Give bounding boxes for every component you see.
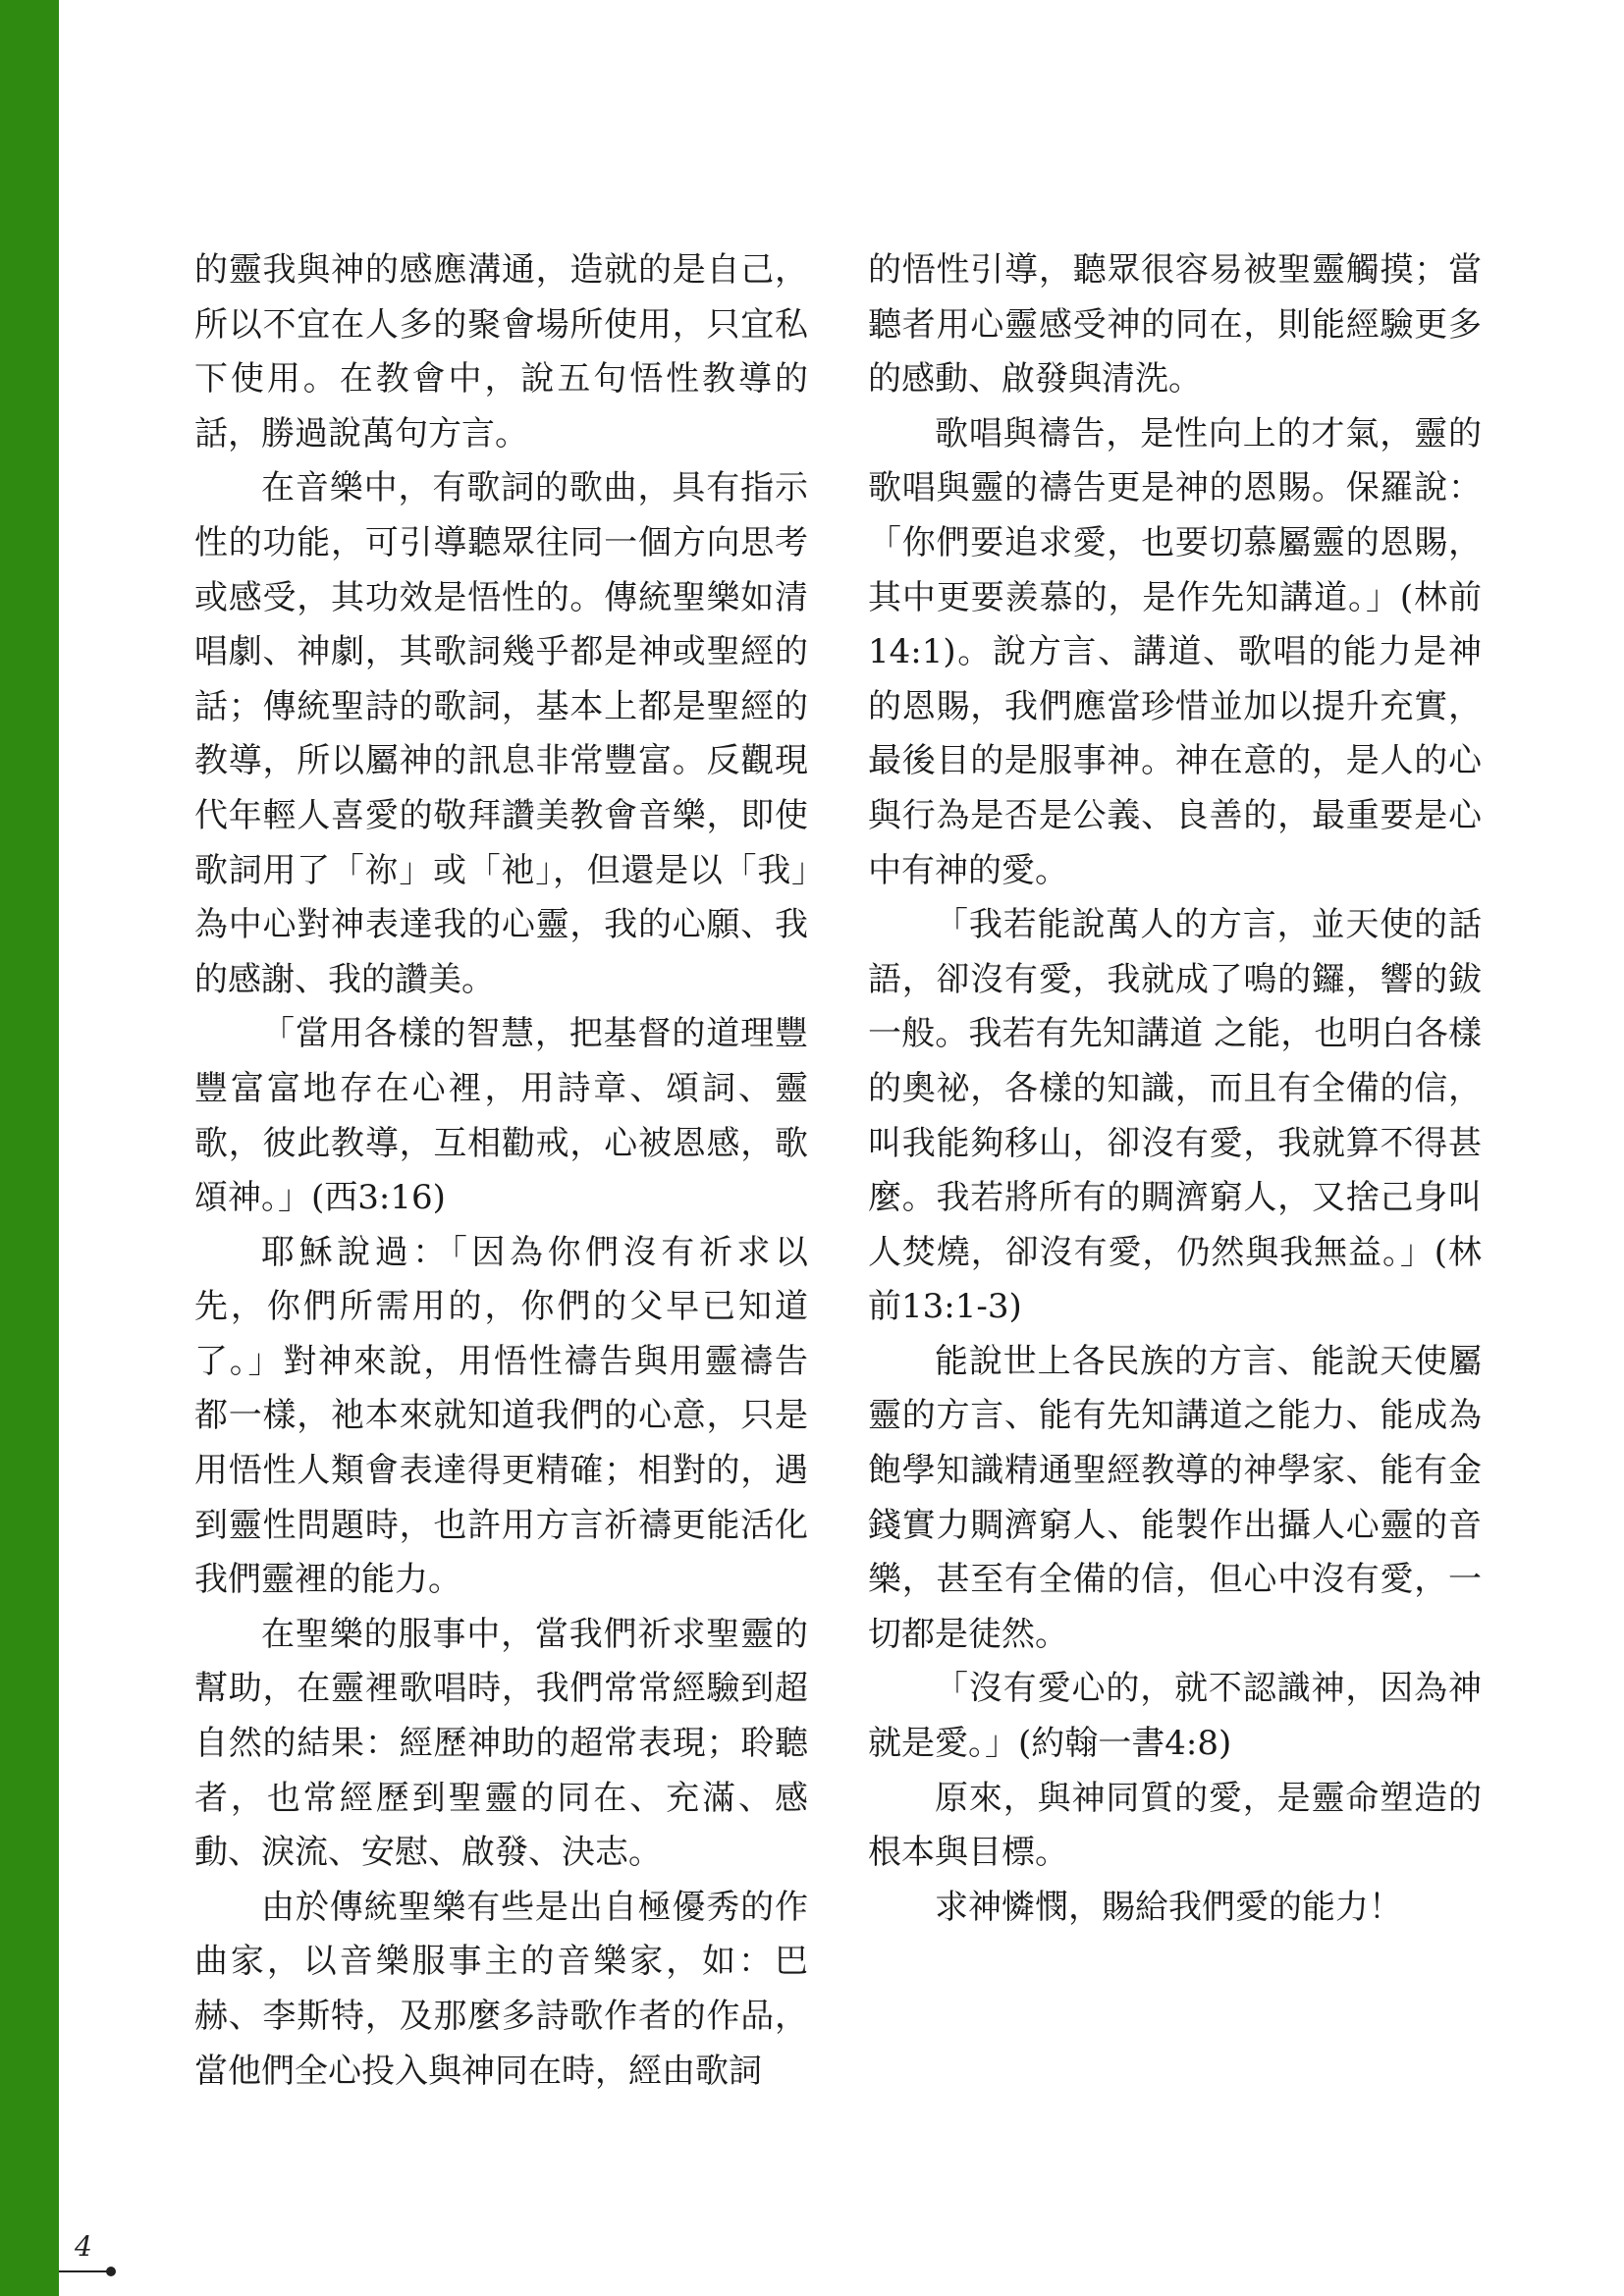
paragraph: 「我若能說萬人的方言，並天使的話語，卻沒有愛，我就成了鳴的鑼，響的鈸一般。我若有先知講道 之能，也明白各樣的奧祕，各樣的知識，而且有全備的信，叫我能夠移山，卻沒有愛，我就算不得甚麼。我若將所有的賙濟窮人，又捨己身叫人焚燒，卻沒有愛，仍然與我無益。」(林前13:1-3) <box>868 905 1482 1327</box>
left-text-column <box>194 243 808 2099</box>
paragraph: 的悟性引導，聽眾很容易被聖靈觸摸；當聽者用心靈感受神的同在，則能經驗更多的感動、啟發與清洗。 <box>868 250 1482 400</box>
paragraph: 歌唱與禱告，是性向上的才氣，靈的歌唱與靈的禱告更是神的恩賜。保羅說：「你們要追求愛，也要切慕屬靈的恩賜，其中更要羨慕的，是作先知講道。」(林前14:1)。說方言、講道、歌唱的能力是神的恩賜，我們應當珍惜並加以提升充實，最後目的是服事神。神在意的，是人的心與行為是否是公義、良善的，最重要是心中有神的愛。 <box>868 413 1482 890</box>
paragraph: 「沒有愛心的，就不認識神，因為神就是愛。」(約翰一書4:8) <box>868 1669 1482 1764</box>
paragraph: 原來，與神同質的愛，是靈命塑造的根本與目標。 <box>868 1778 1482 1873</box>
page-number-dot <box>106 2267 116 2276</box>
paragraph: 求神憐憫，賜給我們愛的能力！ <box>935 1887 1402 1927</box>
side-color-bar <box>0 0 59 2296</box>
paragraph: 的靈我與神的感應溝通，造就的是自己，所以不宜在人多的聚會場所使用，只宜私下使用。在教會中，說五句悟性教導的話，勝過說萬句方言。 <box>194 250 808 454</box>
page-number: 4 <box>75 2230 92 2263</box>
right-text-column <box>868 243 1482 1935</box>
paragraph: 耶穌說過：「因為你們沒有祈求以先，你們所需用的，你們的父早已知道了。」對神來說，用悟性禱告與用靈禱告都一樣，祂本來就知道我們的心意，只是用悟性人類會表達得更精確；相對的，遇到靈性問題時，也許用方言祈禱更能活化我們靈裡的能力。 <box>194 1232 808 1600</box>
paragraph: 在聖樂的服事中，當我們祈求聖靈的幫助，在靈裡歌唱時，我們常常經驗到超自然的結果：經歷神助的超常表現；聆聽者，也常經歷到聖靈的同在、充滿、感動、淚流、安慰、啟發、決志。 <box>194 1614 808 1873</box>
paragraph: 由於傳統聖樂有些是出自極優秀的作曲家，以音樂服事主的音樂家，如：巴赫、李斯特，及那麼多詩歌作者的作品，當他們全心投入與神同在時，經由歌詞 <box>194 1887 808 2091</box>
page-number-rule <box>59 2270 108 2272</box>
paragraph: 在音樂中，有歌詞的歌曲，具有指示性的功能，可引導聽眾往同一個方向思考或感受，其功效是悟性的。傳統聖樂如清唱劇、神劇，其歌詞幾乎都是神或聖經的話；傳統聖詩的歌詞，基本上都是聖經的教導，所以屬神的訊息非常豐富。反觀現代年輕人喜愛的敬拜讚美教會音樂，即使歌詞用了「祢」或「祂」，但還是以「我」為中心對神表達我的心靈，我的心願、我的感謝、我的讚美。 <box>194 468 808 999</box>
paragraph: 「當用各樣的智慧，把基督的道理豐豐富富地存在心裡，用詩章、頌詞、靈歌，彼此教導，互相勸戒，心被恩感，歌頌神。」(西3:16) <box>194 1014 808 1218</box>
paragraph: 能說世上各民族的方言、能說天使屬靈的方言、能有先知講道之能力、能成為飽學知識精通聖經教導的神學家、能有金錢實力賙濟窮人、能製作出攝人心靈的音樂，甚至有全備的信，但心中沒有愛，一切都是徒然。 <box>868 1341 1482 1654</box>
